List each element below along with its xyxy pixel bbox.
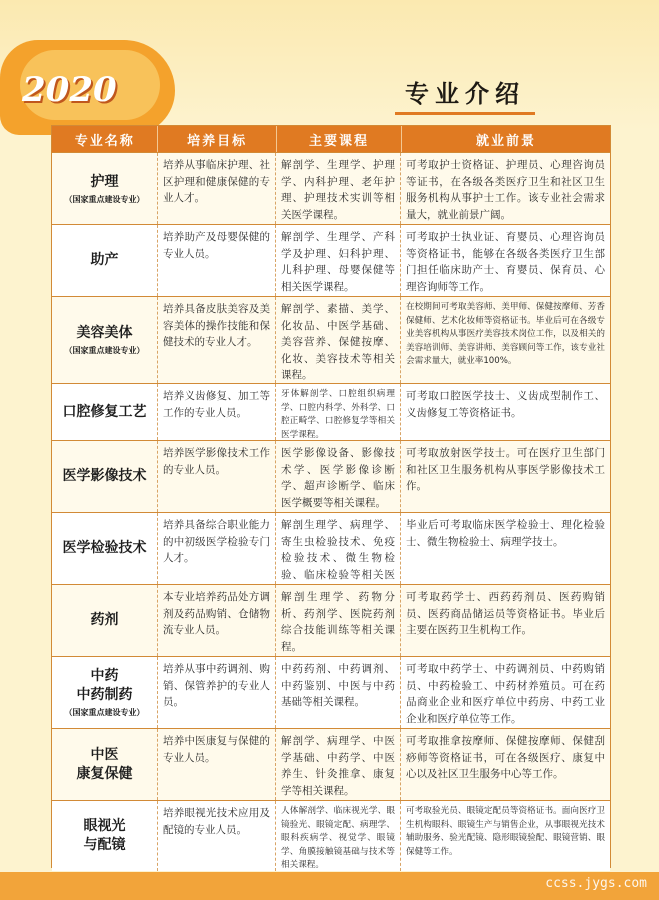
program-name: 医学影像技术	[62, 468, 147, 484]
program-goal: 培养从事中药调剂、购销、保管养护的专业人员。	[158, 657, 276, 728]
program-tag: （国家重点建设专业）	[64, 194, 145, 204]
program-name: 眼视光 与配镜	[83, 818, 126, 853]
program-career: 可考取放射医学技士。可在医疗卫生部门和社区卫生服务机构从事医学影像技术工作。	[406, 447, 605, 492]
column-header-name: 专业名称	[52, 126, 158, 152]
program-career: 可考取推拿按摩师、保健按摩师、保健刮痧师等资格证书，可在各级医疗、康复中心以及社区卫生服务中心等工作。	[406, 735, 605, 780]
program-courses: 中药药剂、中药调剂、中药鉴别、中医与中药基础等相关课程。	[276, 657, 401, 728]
program-table	[51, 125, 611, 871]
program-name-cell	[52, 441, 158, 512]
watermark: ccss.jygs.com	[545, 876, 647, 891]
program-goal: 培养眼视光技术应用及配镜的专业人员。	[158, 801, 276, 871]
table-row	[52, 656, 610, 728]
program-name-cell	[52, 801, 158, 871]
column-header-goal: 培养目标	[158, 126, 276, 152]
section-title-underline	[395, 112, 535, 115]
year-label: 2020	[22, 70, 117, 110]
table-row	[52, 152, 610, 224]
program-career: 可考取口腔医学技士、义齿成型制作工、义齿修复工等资格证书。	[406, 390, 605, 419]
program-goal: 培养义齿修复、加工等工作的专业人员。	[158, 384, 276, 440]
program-career: 可考取中药学士、中药调剂员、中药购销员、中药检验工、中药材养殖员。可在药品商业企业和医疗单位中药房、中药工业企业和医疗单位等工作。	[406, 663, 605, 725]
program-name: 口腔修复工艺	[62, 403, 147, 420]
program-name: 药剂	[90, 612, 119, 628]
program-career: 毕业后可考取临床医学检验士、理化检验士、微生物检验士、病理学技士。	[406, 519, 605, 548]
program-courses: 解剖学、素描、美学、化妆品、中医学基础、美容营养、保健按摩、化妆、美容技术等相关课程。	[276, 297, 401, 383]
program-courses: 解剖生理学、病理学、寄生虫检验技术、免疫检验技术、微生物检验、临床检验等相关医	[276, 513, 401, 584]
program-tag: （国家重点建设专业）	[64, 708, 145, 717]
program-name: 助产	[90, 252, 119, 268]
program-name: 中医 康复保健	[76, 746, 133, 782]
program-name-cell	[52, 153, 158, 224]
program-courses: 解剖学、生理学、产科学及护理、妇科护理、儿科护理、母婴保健等相关医学课程。	[276, 225, 401, 296]
program-name-cell	[52, 729, 158, 800]
table-header-row	[52, 126, 610, 152]
section-title: 专业介绍	[405, 79, 525, 108]
program-courses: 解剖学、生理学、护理学、内科护理、老年护理、护理技术实训等相关医学课程。	[276, 153, 401, 224]
program-name-cell	[52, 513, 158, 584]
table-row	[52, 383, 610, 440]
program-name: 中药 中药制药	[76, 668, 133, 703]
program-career: 在校期间可考取美容师、美甲师、保健按摩师、芳香保健师、艺术化妆师等资格证书。毕业后可在各级专业美容机构从事医疗美容技术岗位工作，以及相关的美容培训师、美容讲师、美容顾问等工作，该专业社会需求量大，就业率100%。	[406, 302, 605, 367]
program-goal: 培养从事临床护理、社区护理和健康保健的专业人才。	[158, 153, 276, 224]
program-career: 可考取药学士、西药药剂员、医药购销员、医药商品储运员等资格证书。毕业后主要在医药卫生机构工作。	[406, 591, 605, 636]
program-goal: 培养具备皮肤美容及美容美体的操作技能和保健技术的专业人才。	[158, 297, 276, 383]
program-name: 医学检验技术	[62, 540, 147, 556]
program-goal: 培养中医康复与保健的专业人员。	[158, 729, 276, 800]
table-row	[52, 512, 610, 584]
table-row	[52, 440, 610, 512]
table-row	[52, 800, 610, 871]
table-body	[52, 152, 610, 871]
program-name: 护理	[90, 173, 119, 190]
program-name-cell	[52, 297, 158, 383]
program-tag: （国家重点建设专业）	[64, 346, 145, 355]
program-courses: 解剖学、病理学、中医学基础、中药学、中医养生、针灸推拿、康复学等相关课程。	[276, 729, 401, 800]
program-career: 可考取护士资格证、护理员、心理咨询员等证书，在各级各类医疗卫生和社区卫生服务机构从事护士工作。该专业社会需求量大，就业前景广阔。	[406, 159, 605, 221]
table-row	[52, 224, 610, 296]
table-row	[52, 728, 610, 800]
program-name-cell	[52, 585, 158, 656]
program-name-cell	[52, 225, 158, 296]
program-name-cell	[52, 384, 158, 440]
program-goal: 培养医学影像技术工作的专业人员。	[158, 441, 276, 512]
column-header-courses: 主要课程	[277, 126, 402, 152]
program-career: 可考取护士执业证、育婴员、心理咨询员等资格证书，能够在各级各类医疗卫生部门担任临床助产士、育婴员、保育员、心理咨询师等工作。	[406, 231, 605, 293]
program-goal: 培养助产及母婴保健的专业人员。	[158, 225, 276, 296]
program-goal: 本专业培养药品处方调剂及药品购销、仓储物流专业人员。	[158, 585, 276, 656]
program-courses: 牙体解剖学、口腔组织病理学、口腔内科学、外科学、口腔正畸学、口腔修复学等相关医学课程。	[276, 384, 401, 440]
program-courses: 人体解剖学、临床视光学、眼镜验光、眼镜定配、病理学、眼科疾病学、视觉学、眼镜学、角膜接触镜基础与技术等相关课程。	[276, 801, 401, 871]
program-courses: 医学影像设备、影像技术学、医学影像诊断学、超声诊断学、临床医学概要等相关课程。	[276, 441, 401, 512]
program-career: 可考取验光员、眼镜定配员等资格证书。面向医疗卫生机构眼科、眼镜生产与销售企业，从事眼视光技术辅助服务、验光配镜、隐形眼镜验配、眼镜营销、眼保健等工作。	[406, 806, 605, 857]
program-name: 美容美体	[76, 325, 133, 341]
program-name-cell	[52, 657, 158, 728]
program-courses: 解剖生理学、药物分析、药剂学、医院药剂综合技能训练等相关课程。	[276, 585, 401, 656]
column-header-career: 就业前景	[476, 133, 537, 149]
program-goal: 培养具备综合职业能力的中初级医学检验专门人才。	[158, 513, 276, 584]
table-row	[52, 296, 610, 383]
table-row	[52, 584, 610, 656]
